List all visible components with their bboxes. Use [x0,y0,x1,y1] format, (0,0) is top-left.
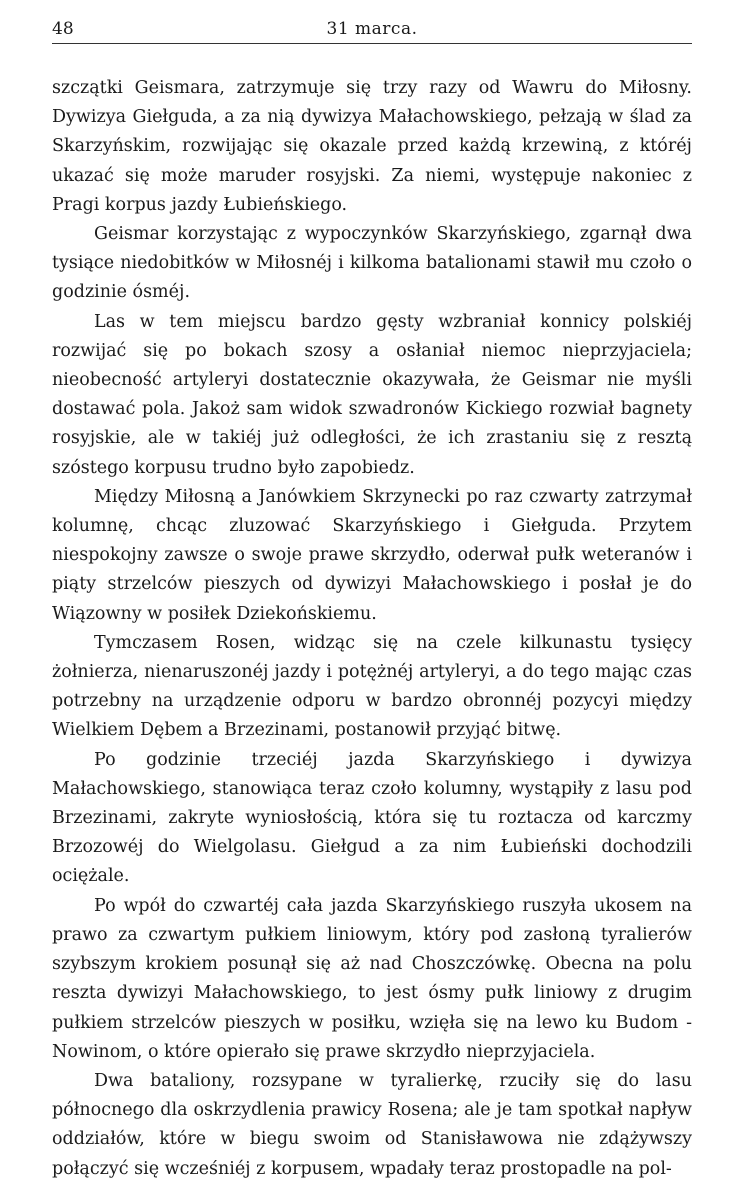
paragraph: Między Miłosną a Janówkiem Skrzynecki po raz czwarty zatrzymał kolumnę, chcąc zluzować Skarzyńskiego i Giełguda. Przytem niespokojny zawsze o swoje prawe skrzydło, oderwał pułk weteranów i piąty strzelców pieszych od dywizyi Małachowskiego i posłał je do Wiązowny w posiłek Dziekońskiemu. [52,486,692,624]
paragraph: Geismar korzystając z wypoczynków Skarzyńskiego, zgarnął dwa tysiące niedobitków w Miłosnéj i kilkoma batalionami stawił mu czoło o godzinie ósméj. [52,224,692,303]
paragraph: Po wpół do czwartéj cała jazda Skarzyńskiego ruszyła ukosem na prawo za czwartym pułkiem liniowym, który pod zasłoną tyralierów szybszym krokiem posunął się aż nad Choszczówkę. Obecna na polu reszta dywizyi Małachowskiego, to jest ósmy pułk liniowy z drugim pułkiem strzelców pieszych w posiłku, wzięła się na lewo ku Budom - Nowinom, o które opierało się prawe skrzydło nieprzyjaciela. [52,895,692,1062]
paragraph: Dwa bataliony, rozsypane w tyralierkę, rzuciły się do lasu północnego dla oskrzydlenia prawicy Rosena; ale je tam spotkał napływ oddziałów, które w biegu swoim od Stanisławowa nie zdążywszy połączyć się wcześniéj z korpusem, wpadały teraz prostopadle na pol- [52,1070,692,1179]
paragraph: Po godzinie trzeciéj jazda Skarzyńskiego i dywizya Małachowskiego, stanowiąca teraz czoło kolumny, wystąpiły z lasu pod Brzezinami, zakryte wyniosłością, która się tu roztacza od karczmy Brzozowéj do Wielgolasu. Giełgud a za nim Łubieński dochodzili ociężale. [52,749,692,887]
paragraph: Las w tem miejscu bardzo gęsty wzbraniał konnicy polskiéj rozwijać się po bokach szosy a osłaniał niemoc nieprzyjaciela; nieobecność artyleryi dostatecznie okazywała, że Geismar nie myśli dostawać pola. Jakoż sam widok szwadronów Kickiego rozwiał bagnety rosyjskie, ale w takiéj już odległości, że ich zrastaniu się z resztą szóstego korpusu trudno było zapobiedz. [52,311,692,478]
header-rule [52,43,692,44]
body-text [52,74,692,1184]
paragraph: szczątki Geismara, zatrzymuje się trzy razy od Wawru do Miłosny. Dywizya Giełguda, a za nią dywizya Małachowskiego, pełzają w ślad za Skarzyńskim, rozwijając się okazale przed każdą krzewiną, z któréj ukazać się może maruder rosyjski. Za niemi, występuje nakoniec z Pragi korpus jazdy Łubieńskiego. [52,78,692,215]
page-number: 48 [52,19,74,39]
book-page [52,16,692,1184]
paragraph: Tymczasem Rosen, widząc się na czele kilkunastu tysięcy żołnierza, nienaruszonéj jazdy i potężnéj artyleryi, a do tego mając czas potrzebny na urządzenie odporu w bardzo obronnéj pozycyi między Wielkiem Dębem a Brzezinami, postanowił przyjąć bitwę. [52,632,692,741]
running-header [52,16,692,42]
header-date: 31 marca. [326,19,418,39]
